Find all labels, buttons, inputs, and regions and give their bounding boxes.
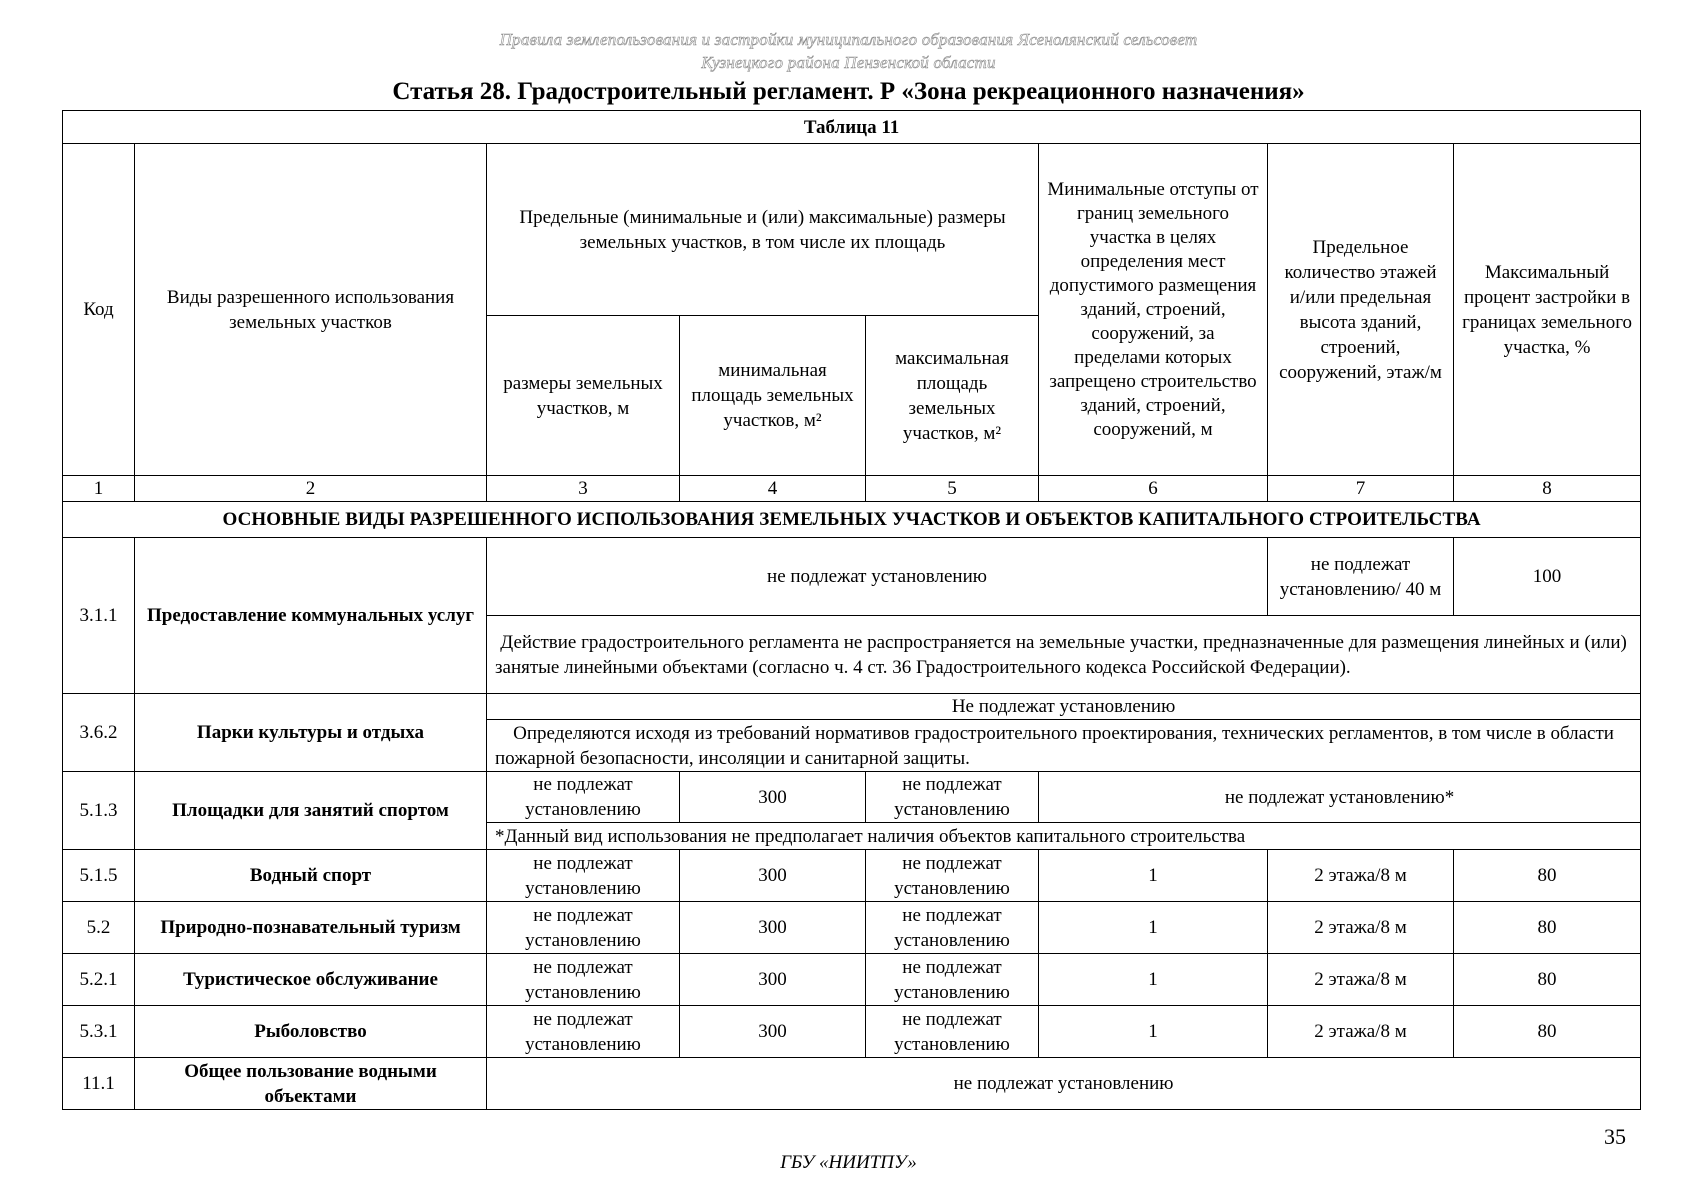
page-footer: ГБУ «НИИТПУ» <box>780 1152 917 1173</box>
section-heading: ОСНОВНЫЕ ВИДЫ РАЗРЕШЕННОГО ИСПОЛЬЗОВАНИЯ ЗЕМЕЛЬНЫХ УЧАСТКОВ И ОБЪЕКТОВ КАПИТАЛЬНОГО СТРОИТЕЛЬСТВА <box>63 502 1641 538</box>
row-coverage: 80 <box>1454 1006 1641 1058</box>
row-code: 5.3.1 <box>63 1006 135 1058</box>
table-row <box>63 850 1641 902</box>
row-code: 3.1.1 <box>63 538 135 694</box>
header-max-area: максимальная площадь земельных участков, м² <box>866 316 1039 476</box>
row-max-area: не подлежат установлению <box>866 1006 1039 1058</box>
running-header-line-2: Кузнецкого района Пензенской области <box>701 53 996 72</box>
row-plot-sizes: не подлежат установлению <box>487 954 680 1006</box>
row-use-name: Рыболовство <box>135 1006 487 1058</box>
row-note: Определяются исходя из требований нормативов градостроительного проектирования, технических регламентов, в том числе в области пожарной безопасности, инсоляции и санитарной защиты. <box>487 720 1641 772</box>
row-code: 5.1.3 <box>63 772 135 850</box>
row-code: 5.2.1 <box>63 954 135 1006</box>
header-plot-sizes: размеры земельных участков, м <box>487 316 680 476</box>
column-number: 6 <box>1039 476 1268 502</box>
header-code: Код <box>63 144 135 476</box>
table-number-label: Таблица 11 <box>63 111 1641 144</box>
table-row <box>63 902 1641 954</box>
row-use-name: Природно-познавательный туризм <box>135 902 487 954</box>
row-setbacks: 1 <box>1039 850 1268 902</box>
row-setbacks: 1 <box>1039 902 1268 954</box>
row-remaining-value: не подлежат установлению* <box>1039 772 1641 823</box>
column-number: 7 <box>1268 476 1454 502</box>
row-limits-value: Не подлежат установлению <box>487 694 1641 720</box>
row-note: Действие градостроительного регламента не распространяется на земельные участки, предназначенные для размещения линейных и (или) занятые линейными объектами (согласно ч. 4 ст. 36 Градостроительного кодекса Российской Федерации). <box>487 616 1641 694</box>
row-floors-value: не подлежат установлению/ 40 м <box>1268 538 1454 616</box>
row-min-area: 300 <box>680 902 866 954</box>
running-header-line-1: Правила землепользования и застройки муниципального образования Ясенолянский сельсовет <box>499 30 1198 49</box>
row-coverage: 80 <box>1454 954 1641 1006</box>
row-use-name: Туристическое обслуживание <box>135 954 487 1006</box>
row-use-name: Водный спорт <box>135 850 487 902</box>
row-floors: 2 этажа/8 м <box>1268 850 1454 902</box>
table-row <box>63 694 1641 720</box>
row-plot-sizes: не подлежат установлению <box>487 772 680 823</box>
row-use-name: Площадки для занятий спортом <box>135 772 487 850</box>
row-use-name: Предоставление коммунальных услуг <box>135 538 487 694</box>
row-use-name: Парки культуры и отдыха <box>135 694 487 772</box>
row-max-area: не подлежат установлению <box>866 902 1039 954</box>
column-numbers-row <box>63 476 1641 502</box>
row-max-area: не подлежат установлению <box>866 772 1039 823</box>
row-min-area: 300 <box>680 954 866 1006</box>
row-min-area: 300 <box>680 850 866 902</box>
column-number: 4 <box>680 476 866 502</box>
row-coverage-value: 100 <box>1454 538 1641 616</box>
row-code: 5.2 <box>63 902 135 954</box>
row-use-name: Общее пользование водными объектами <box>135 1058 487 1110</box>
row-note: *Данный вид использования не предполагает наличия объектов капитального строительства <box>487 823 1641 850</box>
row-setbacks: 1 <box>1039 1006 1268 1058</box>
regulation-table <box>62 110 1641 1110</box>
column-number: 8 <box>1454 476 1641 502</box>
column-number: 5 <box>866 476 1039 502</box>
row-code: 5.1.5 <box>63 850 135 902</box>
page-number: 35 <box>1604 1124 1626 1149</box>
row-limits-value: не подлежат установлению <box>487 1058 1641 1110</box>
row-floors: 2 этажа/8 м <box>1268 954 1454 1006</box>
row-code: 3.6.2 <box>63 694 135 772</box>
row-setbacks: 1 <box>1039 954 1268 1006</box>
column-number: 3 <box>487 476 680 502</box>
header-plot-size-limits: Предельные (минимальные и (или) максимальные) размеры земельных участков, в том числе их площадь <box>487 144 1039 316</box>
row-max-area: не подлежат установлению <box>866 954 1039 1006</box>
header-max-floors-height: Предельное количество этажей и/или предельная высота зданий, строений, сооружений, этаж/м <box>1268 144 1454 476</box>
row-limits-value: не подлежат установлению <box>487 538 1268 616</box>
row-coverage: 80 <box>1454 850 1641 902</box>
table-row <box>63 1058 1641 1110</box>
table-row <box>63 1006 1641 1058</box>
row-plot-sizes: не подлежат установлению <box>487 1006 680 1058</box>
table-row <box>63 538 1641 616</box>
header-max-coverage: Максимальный процент застройки в границах земельного участка, % <box>1454 144 1641 476</box>
column-number: 1 <box>63 476 135 502</box>
column-number: 2 <box>135 476 487 502</box>
row-plot-sizes: не подлежат установлению <box>487 902 680 954</box>
row-min-area: 300 <box>680 1006 866 1058</box>
table-row <box>63 954 1641 1006</box>
header-min-setbacks: Минимальные отступы от границ земельного участка в целях определения мест допустимого размещения зданий, строений, сооружений, за пределами которых запрещено строительство зданий, строений, сооружений, м <box>1039 144 1268 476</box>
row-min-area: 300 <box>680 772 866 823</box>
row-floors: 2 этажа/8 м <box>1268 1006 1454 1058</box>
row-floors: 2 этажа/8 м <box>1268 902 1454 954</box>
row-code: 11.1 <box>63 1058 135 1110</box>
header-min-area: минимальная площадь земельных участков, м² <box>680 316 866 476</box>
row-plot-sizes: не подлежат установлению <box>487 850 680 902</box>
row-coverage: 80 <box>1454 902 1641 954</box>
row-max-area: не подлежат установлению <box>866 850 1039 902</box>
header-permitted-uses: Виды разрешенного использования земельных участков <box>135 144 487 476</box>
article-title: Статья 28. Градостроительный регламент. Р «Зона рекреационного назначения» <box>392 78 1305 105</box>
table-row <box>63 772 1641 823</box>
